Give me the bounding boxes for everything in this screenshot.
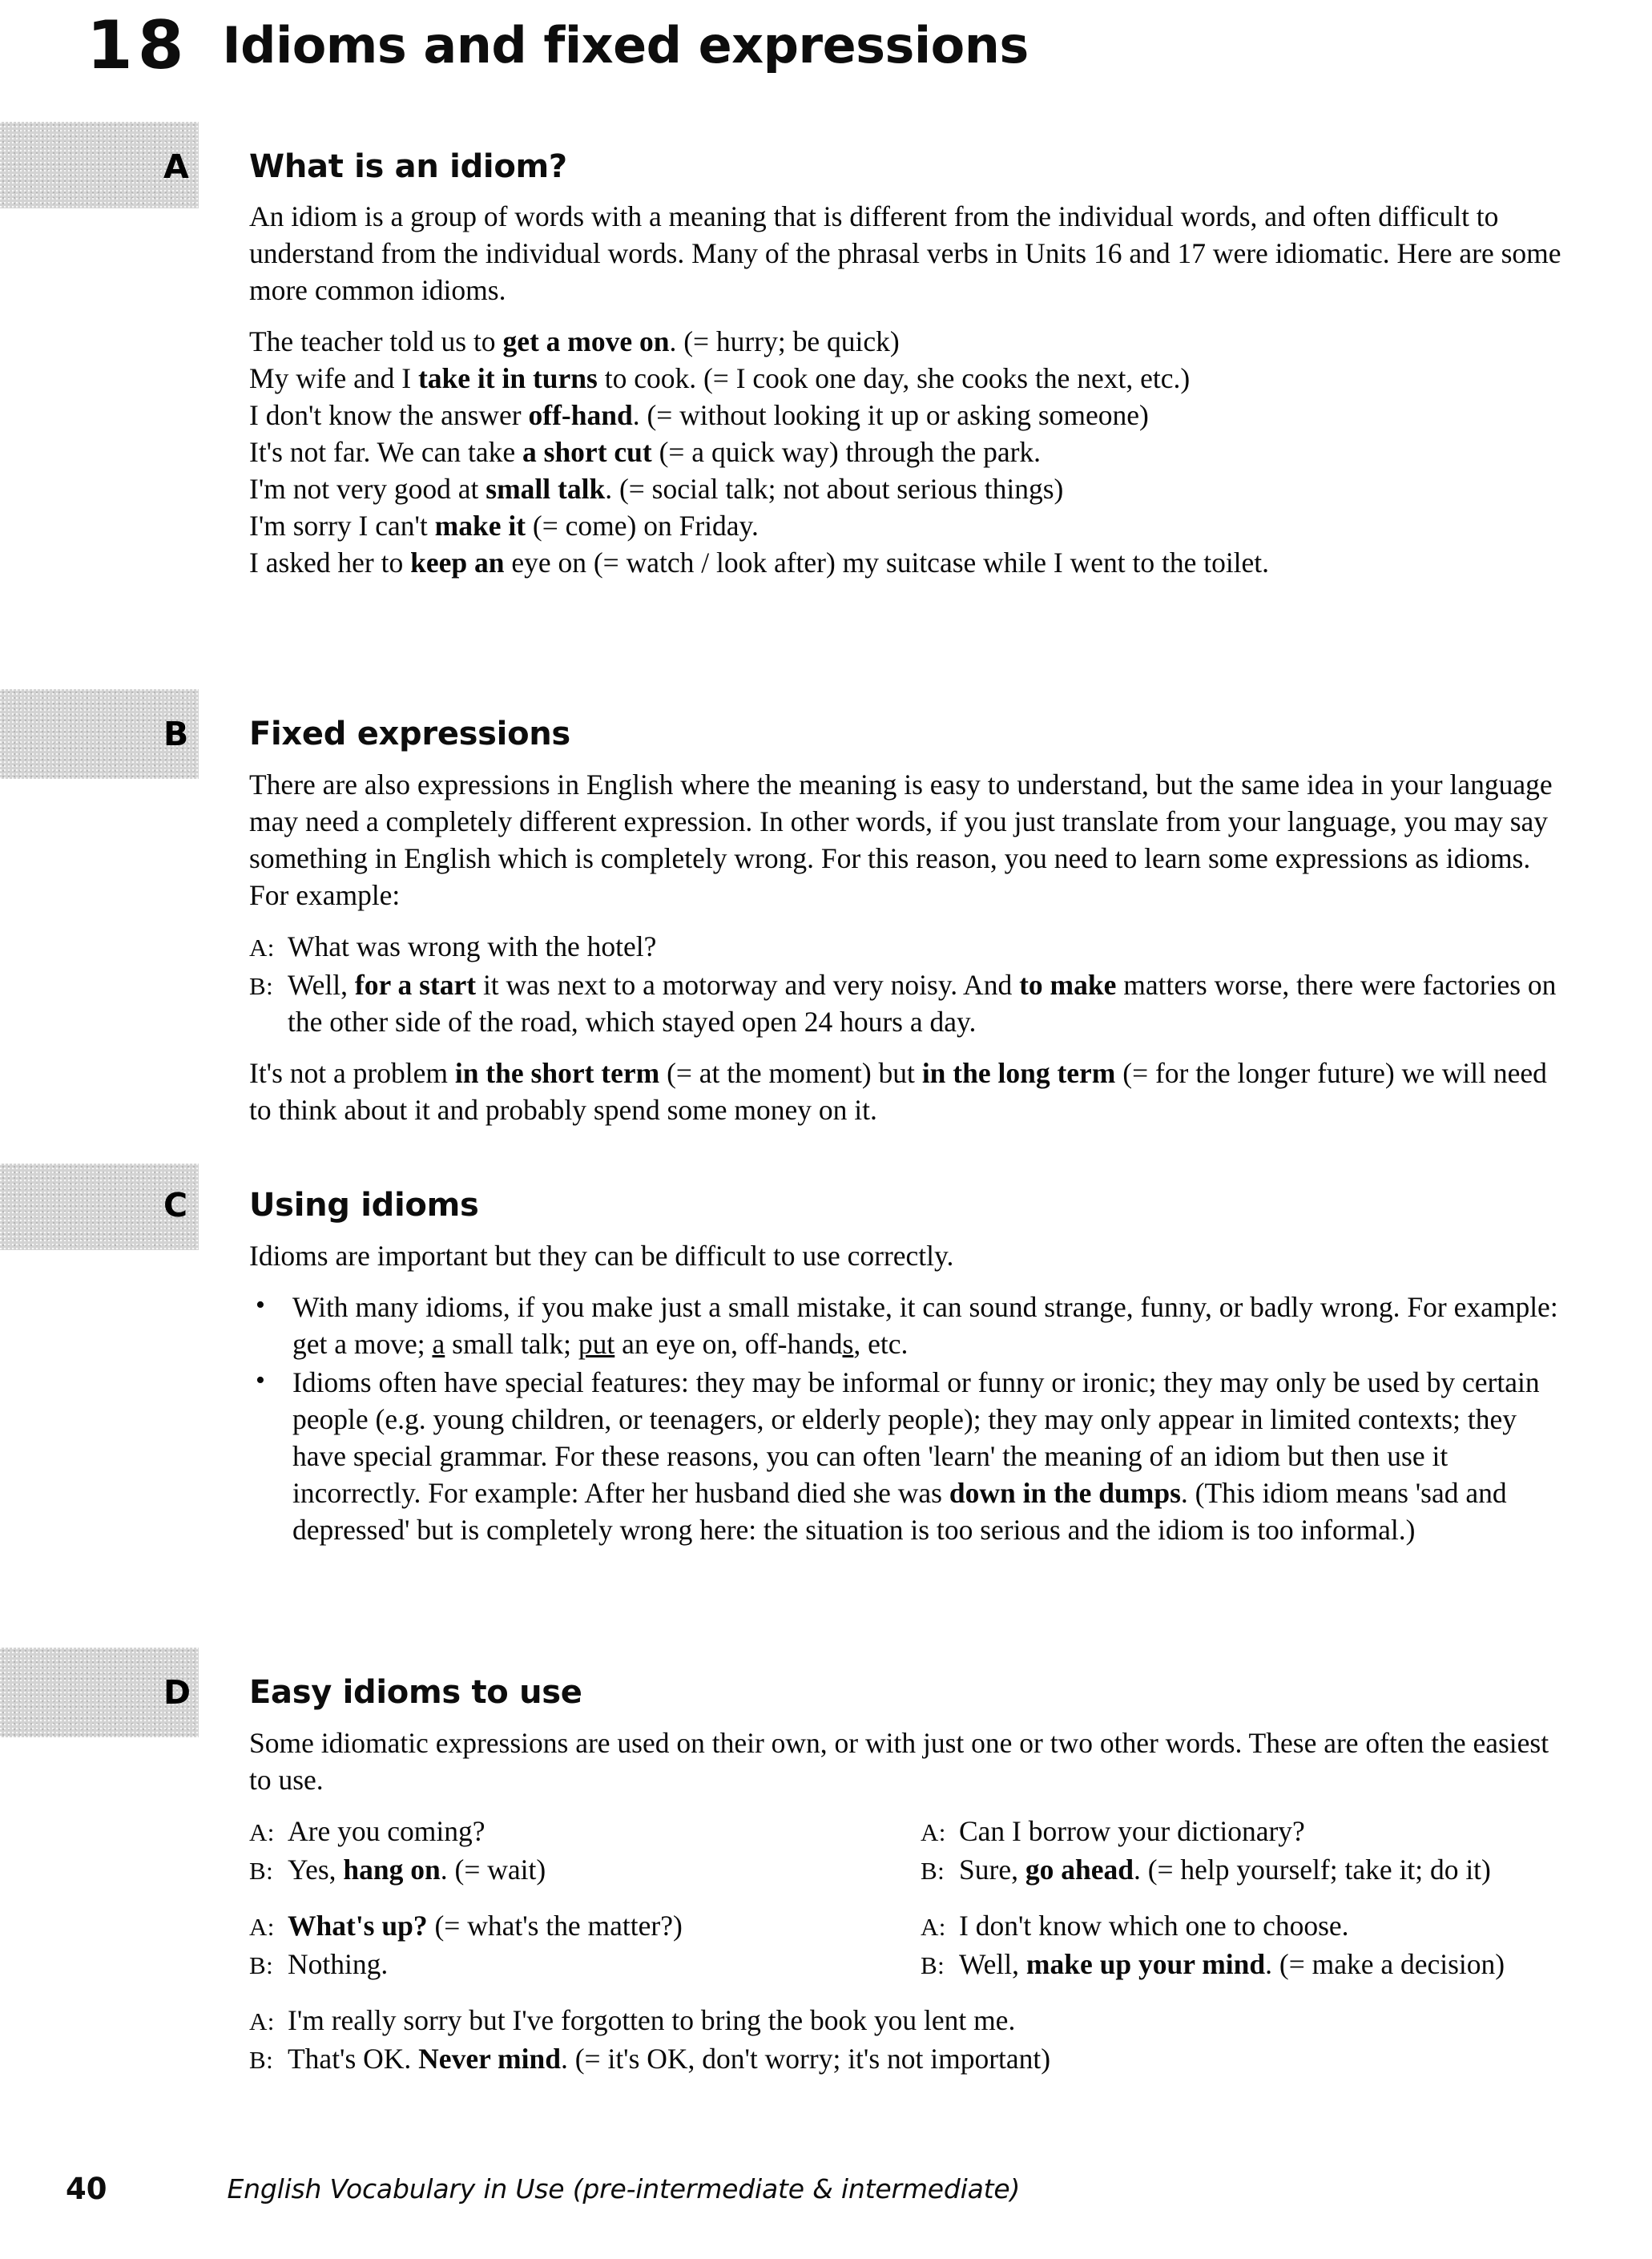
speaker-label: A: bbox=[249, 2007, 275, 2035]
dialogue-line bbox=[249, 2002, 1565, 2040]
dialogue-text: Can I borrow your dictionary? bbox=[959, 1815, 1305, 1847]
section-c-letter: C bbox=[163, 1186, 188, 1224]
list-item: It's not far. We can take a short cut (= a quick way) through the park. bbox=[249, 436, 1042, 468]
dialogue-pair-1 bbox=[249, 1813, 1565, 1890]
dialogue-text: Well, make up your mind. (= make a decision) bbox=[959, 1948, 1505, 1980]
section-d-letter: D bbox=[163, 1673, 191, 1712]
speaker-label: A: bbox=[921, 1818, 946, 1846]
dialogue-line bbox=[249, 1813, 921, 1851]
list-item: I don't know the answer off-hand. (= without looking it up or asking someone) bbox=[249, 399, 1149, 431]
dialogue-column-left bbox=[249, 1813, 921, 1890]
dialogue-line bbox=[249, 2040, 1565, 2079]
dialogue-text: I don't know which one to choose. bbox=[959, 1910, 1349, 1942]
unit-number: 18 bbox=[87, 6, 189, 84]
section-d-title: Easy idioms to use bbox=[249, 1674, 582, 1711]
speaker-label: B: bbox=[921, 1857, 945, 1885]
speaker-label: A: bbox=[249, 1913, 275, 1941]
list-item: I'm not very good at small talk. (= social talk; not about serious things) bbox=[249, 473, 1064, 505]
page-number: 40 bbox=[66, 2171, 107, 2206]
dialogue-text: What's up? (= what's the matter?) bbox=[288, 1910, 683, 1942]
section-d-intro: Some idiomatic expressions are used on their own, or with just one or two other words. These are often the easiest to use. bbox=[249, 1727, 1549, 1796]
dialogue-text: What was wrong with the hotel? bbox=[288, 930, 657, 962]
dialogue-line bbox=[249, 1851, 921, 1890]
speaker-label: B: bbox=[921, 1951, 945, 1979]
speaker-label: B: bbox=[249, 1857, 274, 1885]
section-b-intro: There are also expressions in English where the meaning is easy to understand, but the same idea in your language may need a completely different expression. In other words, if you just translate from your language, you may say something in English which is completely wrong. For this reason, you need to learn some expressions as idioms. For example: bbox=[249, 768, 1553, 911]
section-b-title: Fixed expressions bbox=[249, 716, 570, 752]
section-b-body bbox=[249, 766, 1565, 1128]
dialogue-text: Are you coming? bbox=[288, 1815, 486, 1847]
section-b-letter: B bbox=[163, 715, 189, 753]
speaker-label: B: bbox=[249, 2046, 274, 2074]
dialogue-text: Yes, hang on. (= wait) bbox=[288, 1854, 546, 1886]
list-item: I'm sorry I can't make it (= come) on Friday. bbox=[249, 510, 759, 542]
section-c-intro: Idioms are important but they can be difficult to use correctly. bbox=[249, 1240, 954, 1272]
dialogue-text: Sure, go ahead. (= help yourself; take it; do it) bbox=[959, 1854, 1491, 1886]
dialogue-text: I'm really sorry but I've forgotten to bring the book you lent me. bbox=[288, 2004, 1016, 2036]
section-a-examples bbox=[249, 323, 1565, 581]
dialogue-line bbox=[921, 1907, 1565, 1946]
dialogue-line bbox=[921, 1813, 1565, 1851]
dialogue-text: Well, for a start it was next to a motorway and very noisy. And to make matters worse, there were factories on the other side of the road, which stayed open 24 hours a day. bbox=[288, 969, 1557, 1038]
list-item: • With many idioms, if you make just a small mistake, it can sound strange, funny, or badly wrong. For example: get a move; a small talk; put an eye on, off-hands, etc. bbox=[249, 1289, 1565, 1362]
dialogue-text: That's OK. Never mind. (= it's OK, don't worry; it's not important) bbox=[288, 2043, 1051, 2075]
section-c-bullets bbox=[249, 1289, 1565, 1548]
list-item: I asked her to keep an eye on (= watch / look after) my suitcase while I went to the toilet. bbox=[249, 547, 1270, 579]
dialogue-line bbox=[249, 966, 1565, 1040]
speaker-label: A: bbox=[249, 1818, 275, 1846]
dialogue-text: Nothing. bbox=[288, 1948, 389, 1980]
dialogue-line bbox=[249, 1907, 921, 1946]
dialogue-column-right bbox=[921, 1813, 1565, 1890]
dialogue-line bbox=[921, 1851, 1565, 1890]
speaker-label: B: bbox=[249, 972, 274, 1000]
dialogue-column-right bbox=[921, 1907, 1565, 1984]
list-item: The teacher told us to get a move on. (= hurry; be quick) bbox=[249, 325, 900, 357]
dialogue-line bbox=[921, 1946, 1565, 1984]
dialogue-final bbox=[249, 2002, 1565, 2079]
list-item: • Idioms often have special features: they may be informal or funny or ironic; they may only be used by certain people (e.g. young children, or teenagers, or elderly people); they may only appear in limited contexts; they have special grammar. For these reasons, you can often 'learn' the meaning of an idiom but then use it incorrectly. For example: After her husband died she was down in the dumps. (This idiom means 'sad and depressed' but is completely wrong here: the situation is too serious and the idiom is too informal.) bbox=[249, 1364, 1565, 1548]
dialogue-pair-2 bbox=[249, 1907, 1565, 1984]
section-b-closing: It's not a problem in the short term (= at the moment) but in the long term (= for the longer future) we will need to think about it and probably spend some money on it. bbox=[249, 1057, 1547, 1126]
dialogue-line bbox=[249, 1946, 921, 1984]
speaker-label: B: bbox=[249, 1951, 274, 1979]
speaker-label: A: bbox=[249, 934, 275, 962]
section-a-body bbox=[249, 198, 1565, 581]
dialogue-column-left bbox=[249, 1907, 921, 1984]
section-c-title: Using idioms bbox=[249, 1187, 479, 1224]
section-a-title: What is an idiom? bbox=[249, 148, 567, 185]
unit-header bbox=[0, 6, 1652, 119]
section-c-body bbox=[249, 1237, 1565, 1550]
page-title: Idioms and fixed expressions bbox=[222, 16, 1029, 75]
speaker-label: A: bbox=[921, 1913, 946, 1941]
section-a-intro: An idiom is a group of words with a meaning that is different from the individual words, and often difficult to understand from the individual words. Many of the phrasal verbs in Units 16 and 17 were idiomatic. Here are some more common idioms. bbox=[249, 200, 1561, 306]
book-title: English Vocabulary in Use (pre-intermediate & intermediate) bbox=[227, 2172, 1021, 2205]
list-item: My wife and I take it in turns to cook. (= I cook one day, she cooks the next, etc.) bbox=[249, 362, 1191, 394]
section-d-body bbox=[249, 1725, 1565, 2079]
dialogue-line bbox=[249, 928, 1565, 966]
section-a-letter: A bbox=[163, 147, 189, 186]
page-footer bbox=[0, 2164, 1652, 2213]
